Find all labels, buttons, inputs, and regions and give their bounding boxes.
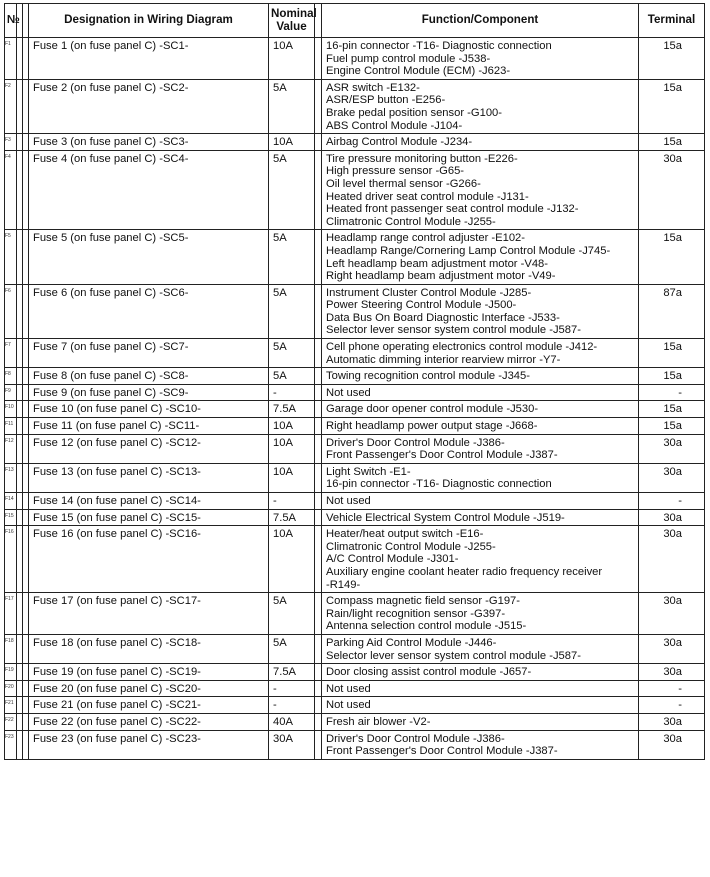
fuse-designation: Fuse 10 (on fuse panel C) -SC10- — [29, 401, 269, 418]
function-line: Light Switch -E1- — [326, 465, 411, 478]
fuse-designation: Fuse 4 (on fuse panel C) -SC4- — [29, 150, 269, 230]
fuse-function-cell — [322, 697, 639, 714]
header-no: № — [5, 4, 17, 38]
row-blank-3 — [315, 38, 322, 80]
fuse-designation: Fuse 16 (on fuse panel C) -SC16- — [29, 526, 269, 593]
function-line: Right headlamp beam adjustment motor -V49- — [326, 270, 556, 283]
table-row — [5, 680, 705, 697]
fuse-function-cell — [322, 418, 639, 435]
function-line: 16-pin connector -T16- Diagnostic connection — [326, 478, 552, 491]
fuse-terminal: 15a — [639, 401, 705, 418]
fuse-nominal-value: 5A — [269, 79, 315, 133]
fuse-terminal: 15a — [639, 418, 705, 435]
function-line: Heated front passenger seat control module -J132- — [326, 203, 579, 216]
fuse-function-cell — [322, 284, 639, 338]
fuse-terminal: 30a — [639, 634, 705, 663]
function-line: Fresh air blower -V2- — [326, 715, 431, 728]
fuse-function-cell — [322, 230, 639, 284]
fuse-nominal-value: 5A — [269, 593, 315, 635]
function-line: Engine Control Module (ECM) -J623- — [326, 65, 511, 78]
fuse-nominal-value: 10A — [269, 134, 315, 151]
row-number: F8 — [5, 368, 17, 385]
fuse-designation: Fuse 13 (on fuse panel C) -SC13- — [29, 463, 269, 492]
row-blank-3 — [315, 713, 322, 730]
table-row — [5, 697, 705, 714]
table-row — [5, 509, 705, 526]
row-number: F18 — [5, 634, 17, 663]
fuse-terminal: 15a — [639, 339, 705, 368]
row-number: F23 — [5, 730, 17, 759]
fuse-terminal: 30a — [639, 713, 705, 730]
row-blank-3 — [315, 401, 322, 418]
function-line: -R149- — [326, 578, 361, 591]
fuse-terminal: 15a — [639, 38, 705, 80]
fuse-terminal: 87a — [639, 284, 705, 338]
fuse-designation: Fuse 3 (on fuse panel C) -SC3- — [29, 134, 269, 151]
row-number: F19 — [5, 664, 17, 681]
fuse-terminal: 15a — [639, 134, 705, 151]
table-row — [5, 664, 705, 681]
function-line: High pressure sensor -G65- — [326, 165, 465, 178]
row-blank-3 — [315, 593, 322, 635]
table-row — [5, 730, 705, 759]
fuse-nominal-value: 7.5A — [269, 401, 315, 418]
table-row — [5, 463, 705, 492]
fuse-function-cell — [322, 730, 639, 759]
fuse-terminal: - — [639, 384, 705, 401]
fuse-function-cell — [322, 593, 639, 635]
function-line: Driver's Door Control Module -J386- — [326, 436, 505, 449]
row-blank-3 — [315, 79, 322, 133]
row-number: F17 — [5, 593, 17, 635]
row-blank-3 — [315, 664, 322, 681]
fuse-nominal-value: 5A — [269, 150, 315, 230]
function-line: Cell phone operating electronics control module -J412- — [326, 341, 598, 354]
table-row — [5, 134, 705, 151]
header-nominal-line1: Nominal — [271, 6, 317, 20]
row-blank-3 — [315, 230, 322, 284]
fuse-nominal-value: 10A — [269, 434, 315, 463]
fuse-nominal-value: 5A — [269, 368, 315, 385]
row-number: F15 — [5, 509, 17, 526]
function-line: ASR/ESP button -E256- — [326, 94, 446, 107]
fuse-designation: Fuse 12 (on fuse panel C) -SC12- — [29, 434, 269, 463]
table-row — [5, 384, 705, 401]
fuse-terminal: 30a — [639, 150, 705, 230]
fuse-table — [4, 3, 705, 760]
table-row — [5, 339, 705, 368]
function-line: Headlamp Range/Cornering Lamp Control Module -J745- — [326, 244, 611, 257]
fuse-designation: Fuse 5 (on fuse panel C) -SC5- — [29, 230, 269, 284]
function-line: Auxiliary engine coolant heater radio frequency receiver — [326, 565, 603, 578]
fuse-function-cell — [322, 713, 639, 730]
fuse-nominal-value: 5A — [269, 634, 315, 663]
row-number: F14 — [5, 493, 17, 510]
fuse-designation: Fuse 22 (on fuse panel C) -SC22- — [29, 713, 269, 730]
row-blank-3 — [315, 680, 322, 697]
function-line: Rain/light recognition sensor -G397- — [326, 607, 506, 620]
function-line: Power Steering Control Module -J500- — [326, 299, 517, 312]
row-number: F13 — [5, 463, 17, 492]
function-line: ABS Control Module -J104- — [326, 119, 463, 132]
fuse-terminal: 30a — [639, 664, 705, 681]
function-line: 16-pin connector -T16- Diagnostic connection — [326, 40, 552, 52]
fuse-table-body — [5, 38, 705, 760]
table-row — [5, 150, 705, 230]
header-designation: Designation in Wiring Diagram — [29, 4, 269, 38]
fuse-function-cell — [322, 134, 639, 151]
function-line: Left headlamp beam adjustment motor -V48- — [326, 257, 549, 270]
row-blank-3 — [315, 284, 322, 338]
fuse-designation: Fuse 19 (on fuse panel C) -SC19- — [29, 664, 269, 681]
function-line: Garage door opener control module -J530- — [326, 403, 539, 416]
header-function: Function/Component — [322, 4, 639, 38]
fuse-designation: Fuse 15 (on fuse panel C) -SC15- — [29, 509, 269, 526]
fuse-function-cell — [322, 368, 639, 385]
function-line: Tire pressure monitoring button -E226- — [326, 152, 518, 165]
header-nominal — [269, 4, 315, 38]
fuse-function-cell — [322, 664, 639, 681]
function-line: Door closing assist control module -J657- — [326, 666, 532, 679]
fuse-function-cell — [322, 38, 639, 80]
header-nominal-line2: Value — [276, 19, 307, 33]
function-line: Data Bus On Board Diagnostic Interface -J533- — [326, 311, 560, 324]
function-line: Oil level thermal sensor -G266- — [326, 177, 481, 190]
function-line: Towing recognition control module -J345- — [326, 370, 530, 383]
row-number: F1 — [5, 38, 17, 80]
row-blank-3 — [315, 418, 322, 435]
fuse-terminal: - — [639, 697, 705, 714]
table-row — [5, 526, 705, 593]
fuse-terminal: 30a — [639, 526, 705, 593]
fuse-function-cell — [322, 401, 639, 418]
function-line: Not used — [326, 495, 371, 507]
function-line: Automatic dimming interior rearview mirror -Y7- — [326, 353, 561, 366]
function-line: Not used — [326, 386, 371, 399]
fuse-function-cell — [322, 434, 639, 463]
row-blank-3 — [315, 434, 322, 463]
row-number: F22 — [5, 713, 17, 730]
function-line: ASR switch -E132- — [326, 81, 420, 94]
function-line: Instrument Cluster Control Module -J285- — [326, 286, 532, 299]
fuse-nominal-value: 10A — [269, 418, 315, 435]
fuse-terminal: 30a — [639, 463, 705, 492]
fuse-terminal: 30a — [639, 730, 705, 759]
fuse-terminal: 30a — [639, 593, 705, 635]
fuse-designation: Fuse 14 (on fuse panel C) -SC14- — [29, 493, 269, 510]
row-blank-3 — [315, 339, 322, 368]
fuse-terminal: - — [639, 680, 705, 697]
fuse-designation: Fuse 23 (on fuse panel C) -SC23- — [29, 730, 269, 759]
table-row — [5, 79, 705, 133]
function-line: Right headlamp power output stage -J668- — [326, 420, 538, 433]
function-line: Brake pedal position sensor -G100- — [326, 106, 502, 119]
row-number: F4 — [5, 150, 17, 230]
function-line: Airbag Control Module -J234- — [326, 136, 473, 149]
fuse-designation: Fuse 8 (on fuse panel C) -SC8- — [29, 368, 269, 385]
row-number: F2 — [5, 79, 17, 133]
fuse-nominal-value: 7.5A — [269, 664, 315, 681]
fuse-function-cell — [322, 509, 639, 526]
row-blank-3 — [315, 526, 322, 593]
table-row — [5, 401, 705, 418]
row-blank-3 — [315, 150, 322, 230]
fuse-designation: Fuse 2 (on fuse panel C) -SC2- — [29, 79, 269, 133]
fuse-designation: Fuse 18 (on fuse panel C) -SC18- — [29, 634, 269, 663]
function-line: Climatronic Control Module -J255- — [326, 215, 496, 228]
row-blank-3 — [315, 697, 322, 714]
fuse-terminal: 15a — [639, 230, 705, 284]
fuse-designation: Fuse 21 (on fuse panel C) -SC21- — [29, 697, 269, 714]
table-row — [5, 713, 705, 730]
function-line: Vehicle Electrical System Control Module -J519- — [326, 511, 565, 524]
row-blank-3 — [315, 493, 322, 510]
fuse-nominal-value: - — [269, 680, 315, 697]
function-line: Headlamp range control adjuster -E102- — [326, 232, 525, 245]
fuse-function-cell — [322, 634, 639, 663]
header-terminal: Terminal — [639, 4, 705, 38]
table-row — [5, 368, 705, 385]
table-row — [5, 634, 705, 663]
row-blank-3 — [315, 463, 322, 492]
fuse-function-cell — [322, 384, 639, 401]
fuse-terminal: 15a — [639, 368, 705, 385]
fuse-function-cell — [322, 150, 639, 230]
function-line: Front Passenger's Door Control Module -J387- — [326, 449, 558, 462]
row-number: F11 — [5, 418, 17, 435]
row-blank-3 — [315, 368, 322, 385]
table-row — [5, 593, 705, 635]
row-blank-3 — [315, 509, 322, 526]
fuse-designation: Fuse 7 (on fuse panel C) -SC7- — [29, 339, 269, 368]
fuse-nominal-value: 10A — [269, 463, 315, 492]
fuse-designation: Fuse 9 (on fuse panel C) -SC9- — [29, 384, 269, 401]
fuse-nominal-value: 30A — [269, 730, 315, 759]
function-line: Heater/heat output switch -E16- — [326, 528, 484, 541]
row-blank-3 — [315, 134, 322, 151]
row-blank-3 — [315, 384, 322, 401]
function-line: Parking Aid Control Module -J446- — [326, 636, 497, 649]
row-number: F21 — [5, 697, 17, 714]
row-number: F12 — [5, 434, 17, 463]
table-row — [5, 38, 705, 80]
table-row — [5, 230, 705, 284]
function-line: Antenna selection control module -J515- — [326, 620, 527, 633]
fuse-nominal-value: 7.5A — [269, 509, 315, 526]
function-line: Heated driver seat control module -J131- — [326, 190, 529, 203]
function-line: Climatronic Control Module -J255- — [326, 540, 496, 553]
row-number: F3 — [5, 134, 17, 151]
fuse-terminal: 15a — [639, 79, 705, 133]
function-line: Compass magnetic field sensor -G197- — [326, 595, 521, 608]
fuse-terminal: 30a — [639, 434, 705, 463]
function-line: A/C Control Module -J301- — [326, 553, 459, 566]
fuse-function-cell — [322, 463, 639, 492]
fuse-nominal-value: 10A — [269, 526, 315, 593]
row-number: F7 — [5, 339, 17, 368]
row-number: F16 — [5, 526, 17, 593]
table-row — [5, 434, 705, 463]
function-line: Driver's Door Control Module -J386- — [326, 732, 505, 745]
fuse-nominal-value: - — [269, 697, 315, 714]
fuse-function-cell — [322, 339, 639, 368]
function-line: Front Passenger's Door Control Module -J387- — [326, 745, 558, 758]
function-line: Fuel pump control module -J538- — [326, 52, 491, 65]
fuse-nominal-value: 5A — [269, 284, 315, 338]
row-number: F5 — [5, 230, 17, 284]
fuse-nominal-value: 5A — [269, 339, 315, 368]
fuse-designation: Fuse 20 (on fuse panel C) -SC20- — [29, 680, 269, 697]
fuse-function-cell — [322, 493, 639, 510]
fuse-function-cell — [322, 680, 639, 697]
row-blank-3 — [315, 730, 322, 759]
row-number: F20 — [5, 680, 17, 697]
fuse-function-cell — [322, 79, 639, 133]
fuse-terminal: - — [639, 493, 705, 510]
row-blank-3 — [315, 634, 322, 663]
row-number: F6 — [5, 284, 17, 338]
table-row — [5, 418, 705, 435]
row-number: F10 — [5, 401, 17, 418]
fuse-designation: Fuse 1 (on fuse panel C) -SC1- — [29, 38, 269, 80]
fuse-designation: Fuse 6 (on fuse panel C) -SC6- — [29, 284, 269, 338]
fuse-designation: Fuse 11 (on fuse panel C) -SC11- — [29, 418, 269, 435]
fuse-nominal-value: - — [269, 493, 315, 510]
table-row — [5, 284, 705, 338]
fuse-nominal-value: 40A — [269, 713, 315, 730]
fuse-function-cell — [322, 526, 639, 593]
fuse-nominal-value: - — [269, 384, 315, 401]
function-line: Not used — [326, 682, 371, 695]
function-line: Not used — [326, 699, 371, 712]
function-line: Selector lever sensor system control module -J587- — [326, 324, 581, 337]
table-row — [5, 493, 705, 510]
fuse-terminal: 30a — [639, 509, 705, 526]
function-line: Selector lever sensor system control module -J587- — [326, 649, 581, 662]
table-header-row — [5, 4, 705, 38]
fuse-nominal-value: 10A — [269, 38, 315, 80]
row-number: F9 — [5, 384, 17, 401]
fuse-nominal-value: 5A — [269, 230, 315, 284]
fuse-designation: Fuse 17 (on fuse panel C) -SC17- — [29, 593, 269, 635]
